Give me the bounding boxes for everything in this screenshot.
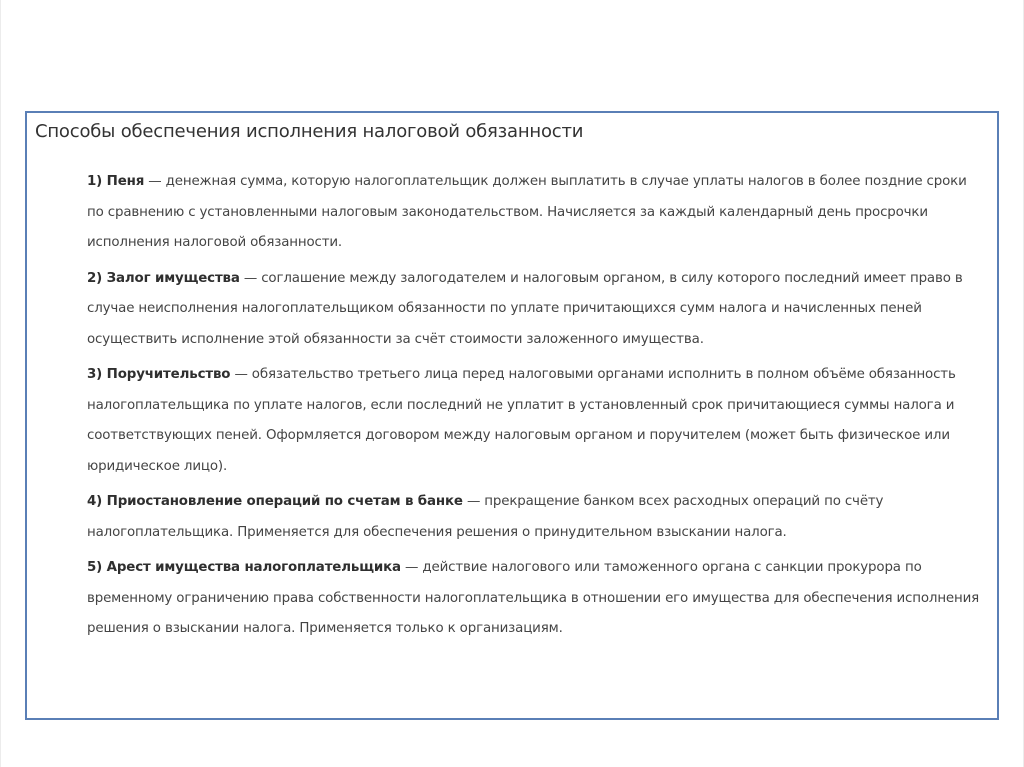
item-description: — действие налогового или таможенного органа с санкции прокурора по временному ограничению права собственности налогоплательщика в отношении его имущества для обеспечения исполнения решения о взыскании налога. Применяется только к организациям. xyxy=(87,560,980,636)
list-item-penalty xyxy=(87,167,987,259)
item-term: 1) Пеня xyxy=(87,174,145,189)
methods-list xyxy=(35,167,987,645)
list-item-pledge xyxy=(87,264,987,356)
list-item-surety xyxy=(87,360,987,482)
item-term: 5) Арест имущества налогоплательщика xyxy=(87,560,401,575)
item-term: 4) Приостановление операций по счетам в банке xyxy=(87,494,463,509)
item-term: 3) Поручительство xyxy=(87,367,231,382)
item-description: — соглашение между залогодателем и налоговым органом, в силу которого последний имеет право в случае неисполнения налогоплательщиком обязанности по уплате причитающихся сумм налога и начисленных пеней осуществить исполнение этой обязанности за счёт стоимости заложенного имущества. xyxy=(87,270,963,347)
document-box xyxy=(25,111,999,720)
item-description: — денежная сумма, которую налогоплательщик должен выплатить в случае уплаты налогов в более поздние сроки по сравнению с установленными налоговым законодательством. Начисляется за каждый календарный день просрочки исполнения налоговой обязанности. xyxy=(87,174,967,250)
list-item-property-arrest xyxy=(87,553,987,645)
item-term: 2) Залог имущества xyxy=(87,270,240,286)
item-description: — обязательство третьего лица перед налоговыми органами исполнить в полном объёме обязанность налогоплательщика по уплате налогов, если последний не уплатит в установленный срок причитающиеся суммы налога и соответствующих пеней. Оформляется договором между налоговым органом и поручителем (может быть физическое или юридическое лицо). xyxy=(87,367,956,474)
list-item-account-suspension xyxy=(87,487,987,548)
item-description: — прекращение банком всех расходных операций по счёту налогоплательщика. Применяется для обеспечения решения о принудительном взыскании налога. xyxy=(87,494,884,540)
document-title: Способы обеспечения исполнения налоговой обязанности xyxy=(35,121,584,142)
